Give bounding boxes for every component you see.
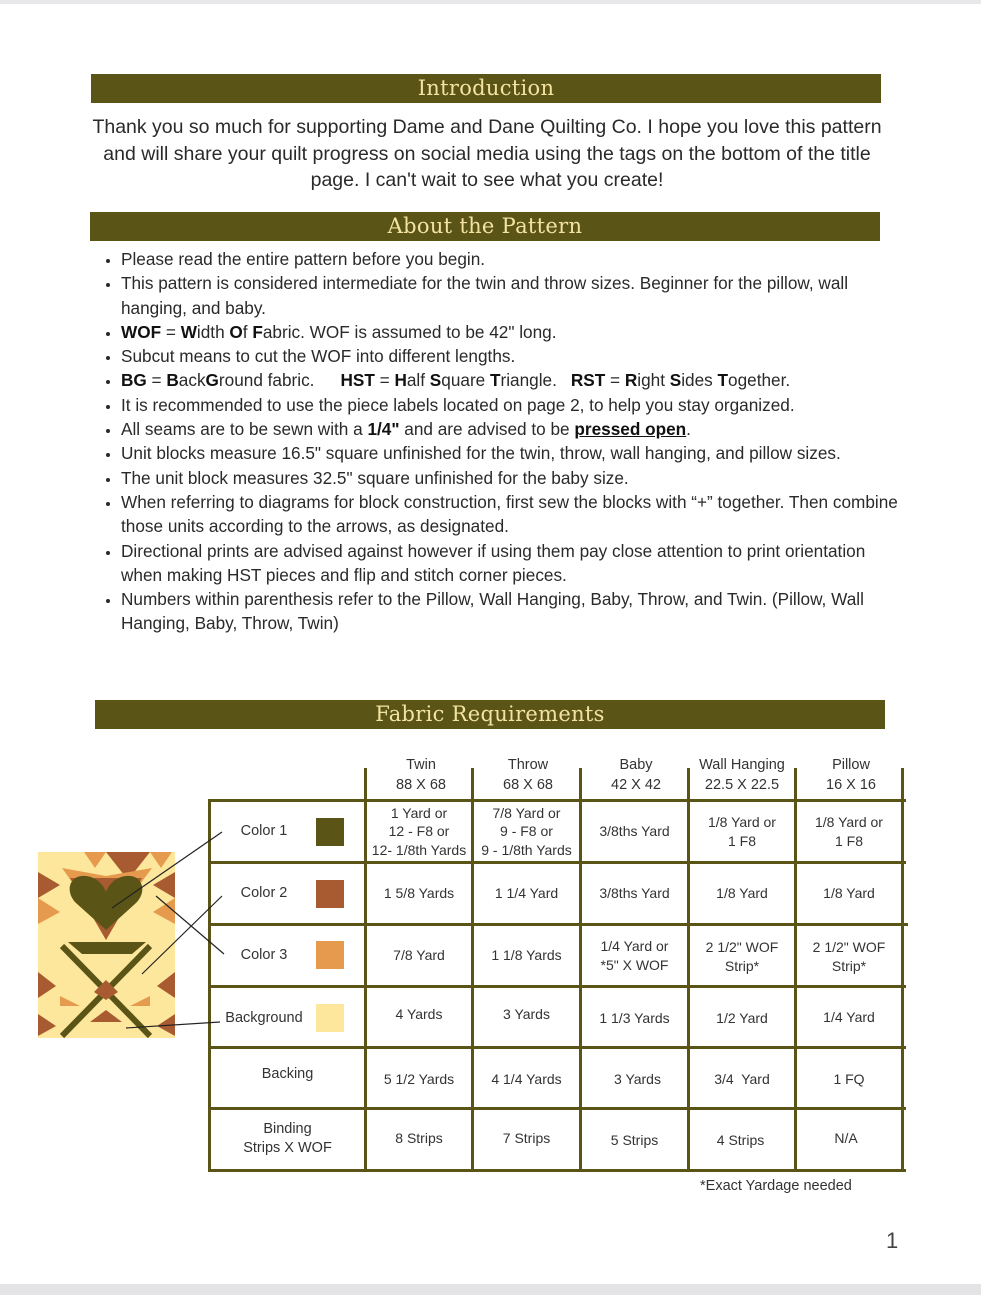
table-cell: 3/4 Yard bbox=[714, 1070, 770, 1087]
table-cell: 1/8 Yard bbox=[823, 885, 875, 901]
text: idth bbox=[196, 321, 230, 342]
text: All seams are to be sewn with a bbox=[121, 419, 368, 440]
column-name: Twin bbox=[406, 757, 436, 773]
text: R bbox=[624, 370, 638, 391]
list-item: • When referring to diagrams for block construction, first sew the blocks with “+” together. Then combine those units according to the arrows, as designated. bbox=[121, 490, 911, 539]
text: ogether. bbox=[728, 370, 791, 391]
text: H bbox=[394, 370, 407, 391]
text: = bbox=[374, 370, 395, 391]
wof-abbr: WOF bbox=[121, 321, 162, 342]
quilt-block bbox=[38, 852, 175, 1038]
text: F bbox=[252, 321, 263, 342]
text: ides bbox=[681, 370, 718, 391]
column-name: Wall Hanging bbox=[699, 757, 785, 773]
column-size: 88 X 68 bbox=[396, 777, 446, 793]
text: S bbox=[669, 370, 682, 391]
text: O bbox=[229, 321, 243, 342]
introduction-title: Introduction bbox=[417, 76, 555, 100]
table-cell: 2 1/2" WOF Strip* bbox=[812, 939, 886, 974]
text: = bbox=[146, 370, 167, 391]
text: riangle. bbox=[500, 370, 557, 391]
text: quare bbox=[441, 370, 490, 391]
hst-abbr: HST bbox=[340, 370, 375, 391]
row-label-color-3: Color 3 bbox=[240, 946, 288, 963]
text: round fabric. bbox=[218, 370, 315, 391]
column-size: 16 X 16 bbox=[826, 777, 876, 793]
column-name: Baby bbox=[619, 757, 653, 773]
text: . bbox=[686, 419, 691, 440]
text: ack bbox=[178, 370, 206, 391]
table-cell: 1/8 Yard bbox=[716, 885, 768, 901]
table-cell: 1 5/8 Yards bbox=[383, 885, 455, 901]
text: and are advised to be bbox=[399, 419, 575, 440]
list-item: • This pattern is considered intermediate for the twin and throw sizes. Beginner for the pillow, wall hanging, and baby. bbox=[121, 271, 911, 320]
list-item: • Please read the entire pattern before you begin. bbox=[121, 247, 911, 271]
text: f bbox=[242, 321, 253, 342]
text: T bbox=[490, 370, 501, 391]
column-size: 68 X 68 bbox=[503, 777, 553, 793]
column-name: Throw bbox=[507, 757, 549, 773]
row-label-color-1: Color 1 bbox=[240, 822, 288, 839]
table-cell: 7/8 Yard bbox=[393, 947, 445, 963]
row-label-backing: Backing bbox=[261, 1065, 314, 1082]
table-cell: 4 1/4 Yards bbox=[491, 1070, 562, 1087]
table-cell: 4 Yards bbox=[395, 1005, 443, 1022]
yardage-note: *Exact Yardage needed bbox=[700, 1178, 852, 1194]
rst-abbr: RST bbox=[570, 370, 606, 391]
table-cell: 1/4 Yard or *5" X WOF bbox=[600, 937, 669, 973]
table-cell: 1/2 Yard bbox=[716, 1009, 768, 1026]
row-label-color-2: Color 2 bbox=[240, 884, 288, 901]
list-item: • The unit block measures 32.5" square unfinished for the baby size. bbox=[121, 466, 911, 490]
seam-allowance: 1/4" bbox=[367, 419, 400, 440]
text: = bbox=[605, 370, 625, 391]
table-cell: 4 Strips bbox=[716, 1131, 765, 1148]
row-label-binding: Binding Strips X WOF bbox=[243, 1120, 332, 1156]
page-bottom-edge bbox=[0, 1284, 981, 1295]
text: S bbox=[429, 370, 442, 391]
text: B bbox=[166, 370, 179, 391]
about-pattern-title: About the Pattern bbox=[387, 214, 583, 238]
table-cell: 1/4 Yard bbox=[823, 1008, 875, 1025]
table-cell: 3 Yards bbox=[503, 1005, 550, 1022]
pressed-open-emphasis: pressed open bbox=[574, 419, 687, 440]
bg-abbr: BG bbox=[121, 370, 147, 391]
table-cell: 3 Yards bbox=[614, 1070, 661, 1087]
table-cell: 5 Strips bbox=[610, 1131, 659, 1148]
table-cell: 3/8ths Yard bbox=[599, 823, 670, 839]
table-cell: 1/8 Yard or 1 F8 bbox=[815, 813, 883, 849]
page-number: 1 bbox=[886, 1228, 899, 1253]
introduction-text: Thank you so much for supporting Dame and Dane Quilting Co. I hope you love this pattern and will share your quilt progress on social media using the tags on the bottom of the title page. I can't wait to see what you create! bbox=[92, 116, 882, 191]
list-item: • Directional prints are advised against however if using them pay close attention to print orientation when making HST pieces and flip and stitch corner pieces. bbox=[121, 539, 911, 588]
table-cell: 7 Strips bbox=[502, 1129, 551, 1146]
list-item: • Unit blocks measure 16.5" square unfinished for the twin, throw, wall hanging, and pillow sizes. bbox=[121, 441, 911, 465]
text: ight bbox=[637, 370, 670, 391]
table-cell: 8 Strips bbox=[395, 1129, 443, 1146]
column-size: 22.5 X 22.5 bbox=[704, 777, 780, 793]
table-cell: 3/8ths Yard bbox=[599, 885, 670, 901]
fabric-requirements-title: Fabric Requirements bbox=[375, 702, 605, 726]
text: = bbox=[161, 321, 181, 342]
table-cell: 1 FQ bbox=[833, 1070, 865, 1087]
text: abric. WOF is assumed to be 42" long. bbox=[262, 321, 557, 342]
table-cell: 1 Yard or 12 - F8 or 12- 1/8th Yards bbox=[371, 804, 467, 858]
table-cell: 1 1/8 Yards bbox=[491, 947, 562, 963]
text: alf bbox=[406, 370, 430, 391]
list-item: • Numbers within parenthesis refer to the Pillow, Wall Hanging, Baby, Throw, and Twin. (Pillow, Wall Hanging, Baby, Throw, Twin) bbox=[121, 587, 911, 636]
table-cell: 1/8 Yard or 1 F8 bbox=[708, 813, 776, 849]
column-name: Pillow bbox=[832, 757, 870, 773]
column-size: 42 X 42 bbox=[611, 777, 661, 793]
text: G bbox=[205, 370, 219, 391]
table-cell: 2 1/2" WOF Strip* bbox=[705, 939, 779, 974]
text: T bbox=[717, 370, 729, 391]
table-cell: 7/8 Yard or 9 - F8 or 9 - 1/8th Yards bbox=[481, 804, 572, 858]
list-item: • Subcut means to cut the WOF into different lengths. bbox=[121, 344, 911, 368]
table-cell: 5 1/2 Yards bbox=[383, 1070, 455, 1087]
table-cell: 1 1/4 Yard bbox=[494, 885, 559, 901]
row-label-background: Background bbox=[225, 1010, 303, 1027]
table-cell: 1 1/3 Yards bbox=[599, 1009, 670, 1026]
list-item: • It is recommended to use the piece labels located on page 2, to help you stay organized. bbox=[121, 393, 911, 417]
table-cell: N/A bbox=[834, 1129, 858, 1146]
text: W bbox=[180, 321, 197, 342]
